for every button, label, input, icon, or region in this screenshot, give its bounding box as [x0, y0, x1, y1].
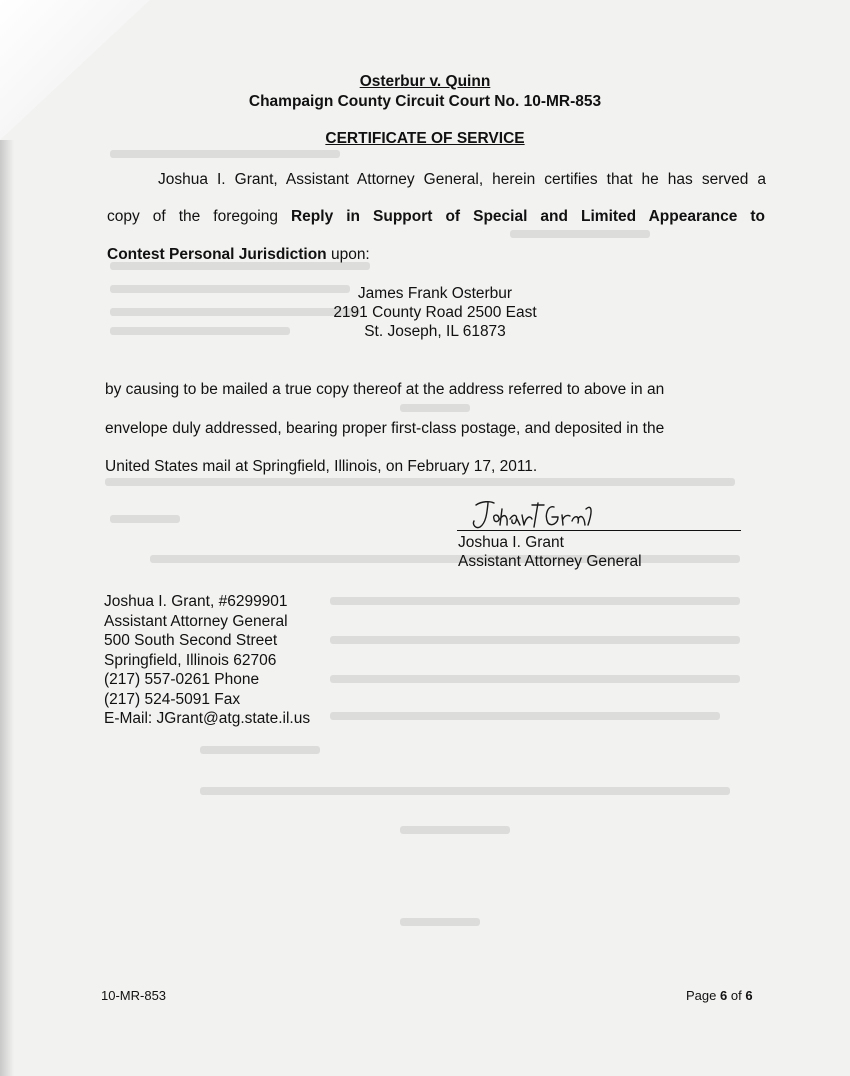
document-reference-continued: Contest Personal Jurisdiction — [107, 246, 327, 263]
copy-prefix: copy of the foregoing — [107, 208, 278, 225]
contact-email: E-Mail: JGrant@atg.state.il.us — [104, 710, 311, 727]
bleed-mark — [400, 404, 470, 412]
bleed-mark — [330, 675, 740, 683]
case-caption: Osterbur v. Quinn — [359, 73, 491, 90]
mailing-line-1: by causing to be mailed a true copy thereof at the address referred to above in an — [105, 381, 665, 398]
page-current: 6 — [720, 988, 728, 1003]
signer-title: Assistant Attorney General — [458, 553, 642, 570]
contact-name: Joshua I. Grant, #6299901 — [104, 593, 288, 610]
recipient-street: 2191 County Road 2500 East — [333, 304, 537, 321]
recipient-name: James Frank Osterbur — [357, 285, 513, 302]
page-prefix: Page — [686, 988, 717, 1003]
bleed-mark — [510, 230, 650, 238]
contest-suffix: upon: — [330, 246, 370, 263]
bleed-mark — [400, 918, 480, 926]
bleed-mark — [200, 746, 320, 754]
recipient-city: St. Joseph, IL 61873 — [364, 323, 506, 340]
certification-contest-line — [107, 246, 370, 264]
court-case-number: Champaign County Circuit Court No. 10-MR-853 — [248, 93, 602, 110]
bleed-mark — [200, 787, 730, 795]
bleed-mark — [110, 150, 340, 158]
contact-city: Springfield, Illinois 62706 — [104, 651, 277, 669]
bleed-mark — [110, 515, 180, 523]
bleed-mark — [330, 712, 720, 720]
contact-title: Assistant Attorney General — [104, 612, 288, 630]
bleed-mark — [150, 555, 740, 563]
document-title: CERTIFICATE OF SERVICE — [325, 130, 525, 147]
bleed-mark — [330, 636, 740, 644]
contact-fax: (217) 524-5091 Fax — [104, 690, 241, 708]
contact-street: 500 South Second Street — [104, 632, 278, 649]
contact-block — [104, 592, 310, 729]
contact-phone: (217) 557-0261 Phone — [104, 671, 260, 688]
footer-case-number: 10-MR-853 — [101, 988, 167, 1003]
signer-name: Joshua I. Grant — [458, 534, 564, 551]
document-reference: Reply in Support of Special and Limited Appearance to — [290, 208, 765, 225]
mailing-line-2: envelope duly addressed, bearing proper first-class postage, and deposited in the — [105, 420, 665, 437]
page-of: of — [730, 988, 742, 1003]
page-total: 6 — [745, 988, 753, 1003]
footer-page-number — [686, 988, 753, 1003]
bleed-mark — [400, 826, 510, 834]
mailing-line-3: United States mail at Springfield, Illinois, on February 17, 2011. — [105, 458, 538, 475]
certification-copy-line — [107, 208, 765, 226]
certification-intro: Joshua I. Grant, Assistant Attorney General, herein certifies that he has served a — [158, 171, 766, 188]
bleed-mark — [105, 478, 735, 486]
bleed-mark — [330, 597, 740, 605]
signature-line — [457, 530, 741, 531]
